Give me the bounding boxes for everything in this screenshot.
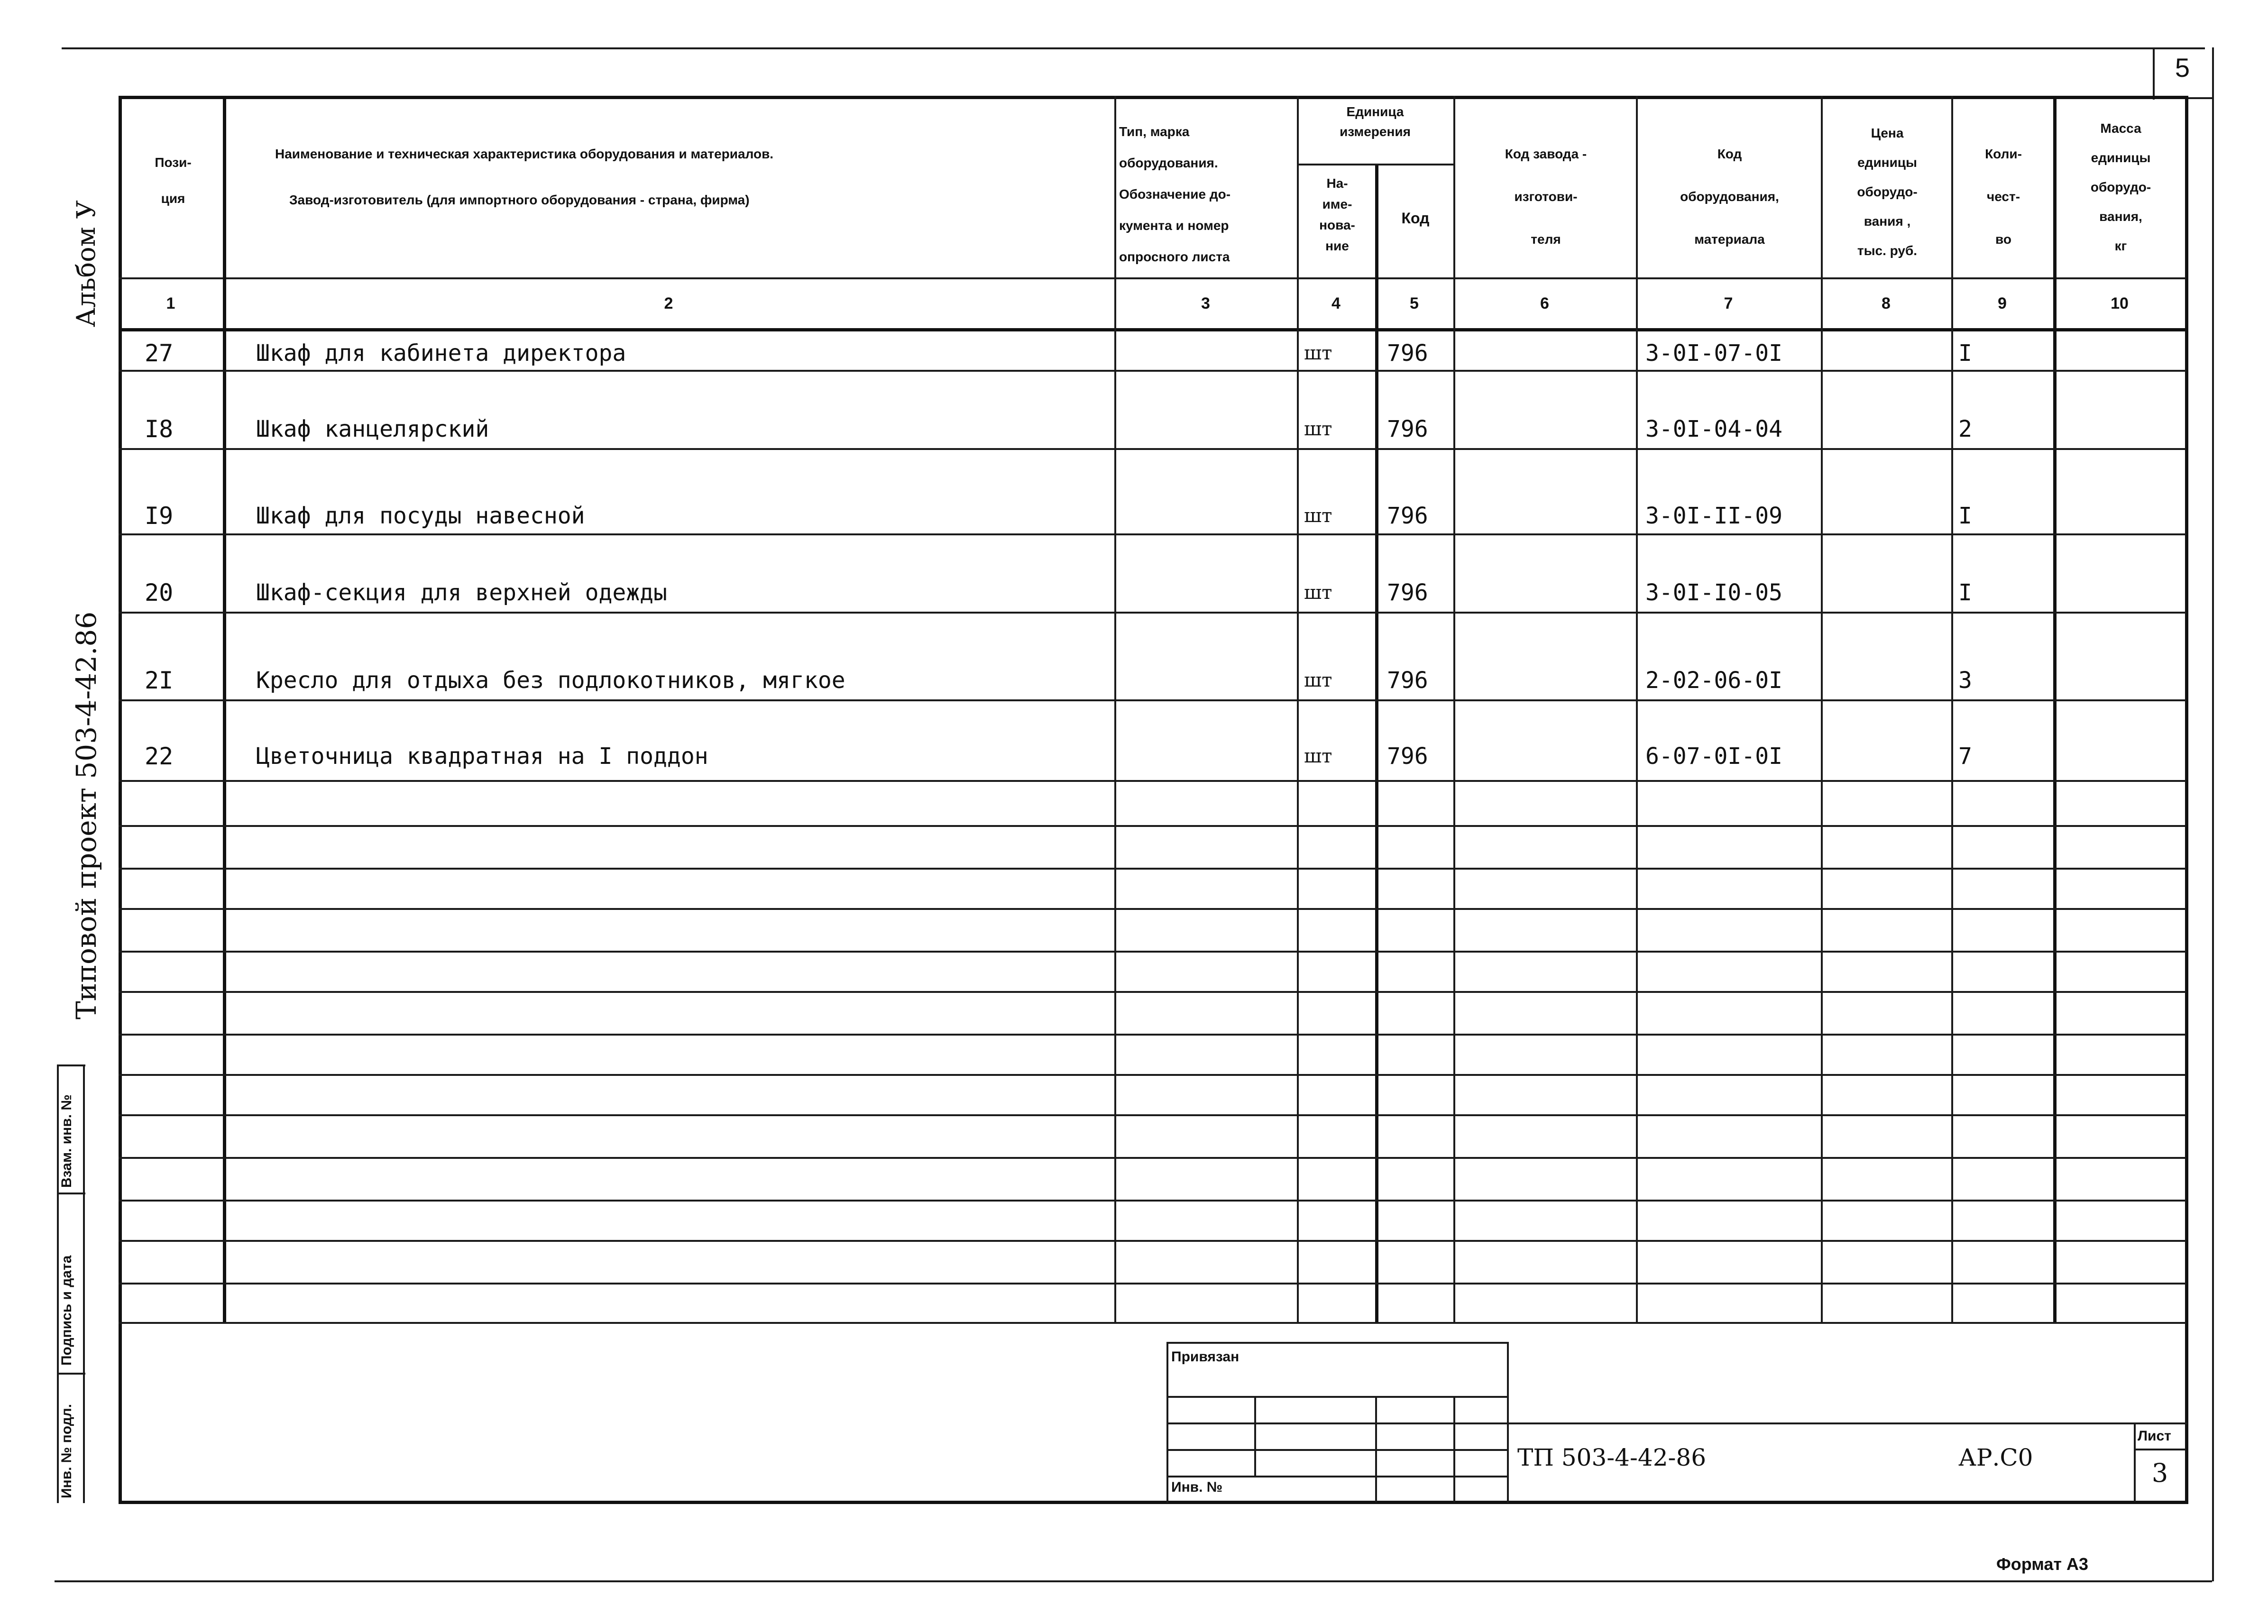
- stamp-mark: АР.С0: [1958, 1444, 2033, 1471]
- colnum-5: 5: [1410, 294, 1419, 312]
- cell-unit: шт: [1304, 342, 1332, 364]
- body-bottom-line: [119, 1322, 2186, 1324]
- header-name-line2: Завод-изготовитель (для импортного оборудования - страна, фирма): [289, 193, 750, 207]
- colnum-6: 6: [1540, 294, 1549, 312]
- table-bottom-line: [119, 1501, 2188, 1504]
- cell-pos: I9: [145, 502, 174, 530]
- cell-pos: 22: [145, 743, 174, 770]
- row-line: [119, 908, 2186, 910]
- cell-pos: 20: [145, 579, 174, 606]
- colnum-bottom-line: [119, 328, 2186, 331]
- colnum-10: 10: [2111, 294, 2129, 312]
- stamp-main-top: [1507, 1422, 2187, 1424]
- cell-unit: шт: [1304, 505, 1332, 527]
- cell-pos: 2I: [145, 667, 174, 694]
- cell-equip-code: 3-0I-07-0I: [1645, 340, 1782, 367]
- cell-code: 796: [1387, 667, 1428, 694]
- col-sep-7: [1821, 96, 1823, 1324]
- colnum-2: 2: [664, 294, 673, 312]
- cell-name: Шкаф для кабинета директора: [256, 340, 626, 367]
- row-line: [119, 448, 2186, 450]
- project-label: Типовой проект 503-4-42.86: [70, 611, 102, 1019]
- cell-code: 796: [1387, 340, 1428, 367]
- side-field-inv-podl: Инв. № подл.: [59, 1404, 74, 1498]
- cell-equip-code: 2-02-06-0I: [1645, 667, 1782, 694]
- header-mass: Масса единицы оборудо- вания, кг: [2090, 121, 2151, 253]
- stamp-sheet-value: 3: [2151, 1458, 2168, 1488]
- cell-name: Шкаф канцелярский: [256, 416, 489, 442]
- cell-code: 796: [1387, 579, 1428, 606]
- row-line: [119, 612, 2186, 614]
- colnum-4: 4: [1331, 294, 1341, 312]
- top-border: [62, 47, 2205, 49]
- row-line: [119, 1283, 2186, 1285]
- col-sep-8: [1951, 96, 1953, 1324]
- format-label: Формат А3: [1996, 1554, 2089, 1574]
- row-line: [119, 868, 2186, 870]
- cell-unit: шт: [1304, 418, 1332, 440]
- cell-qty: 2: [1958, 416, 1972, 442]
- colnum-9: 9: [1998, 294, 2007, 312]
- stamp-grid-v1: [1254, 1396, 1256, 1477]
- cell-qty: I: [1958, 579, 1972, 606]
- row-line: [119, 1200, 2186, 1202]
- header-unit-group: Единица измерения: [1340, 104, 1411, 139]
- stamp-privyazan-top: [1166, 1342, 1508, 1344]
- row-line: [119, 780, 2186, 782]
- cell-qty: 7: [1958, 743, 1972, 770]
- cell-name: Шкаф для посуды навесной: [256, 503, 585, 529]
- row-line: [119, 991, 2186, 993]
- bottom-border: [55, 1580, 2212, 1582]
- cell-code: 796: [1387, 743, 1428, 770]
- unit-group-line: [1297, 164, 1453, 165]
- side-stamp-div2: [57, 1373, 85, 1375]
- side-stamp-div1: [57, 1193, 85, 1194]
- right-border: [2212, 47, 2214, 1581]
- header-quantity: Коли- чест- во: [1985, 147, 2022, 247]
- sheet-box-left: [2153, 47, 2155, 100]
- table-top-line: [119, 96, 2186, 99]
- stamp-grid-v3: [1453, 1396, 1455, 1503]
- header-bottom-line: [119, 277, 2186, 279]
- row-line: [119, 951, 2186, 953]
- cell-equip-code: 3-0I-I0-05: [1645, 579, 1782, 606]
- row-line: [119, 1114, 2186, 1116]
- cell-qty: 3: [1958, 667, 1972, 694]
- col-sep-1: [223, 96, 226, 1324]
- side-field-signature: Подпись и дата: [59, 1255, 74, 1366]
- cell-code: 796: [1387, 503, 1428, 529]
- stamp-privyazan-label: Привязан: [1171, 1349, 1240, 1365]
- cell-qty: I: [1958, 340, 1972, 367]
- stamp-grid-h4: [1166, 1476, 1508, 1477]
- col-sep-3: [1297, 96, 1299, 1324]
- colnum-1: 1: [166, 294, 175, 312]
- row-line: [119, 1034, 2186, 1036]
- stamp-inv-label: Инв. №: [1171, 1479, 1223, 1495]
- side-field-vzam: Взам. инв. №: [59, 1094, 74, 1188]
- cell-name: Шкаф-секция для верхней одежды: [256, 579, 667, 606]
- cell-pos: 27: [145, 339, 174, 367]
- header-factory-code: Код завода - изготови- теля: [1505, 147, 1587, 247]
- stamp-sheet-mid: [2134, 1449, 2186, 1450]
- cell-unit: шт: [1304, 582, 1332, 604]
- header-name-line1: Наименование и техническая характеристика оборудования и материалов.: [275, 147, 774, 161]
- colnum-7: 7: [1724, 294, 1733, 312]
- col-sep-6: [1636, 96, 1638, 1324]
- stamp-grid-h2: [1166, 1422, 1508, 1424]
- stamp-sheet-label: Лист: [2138, 1428, 2171, 1444]
- colnum-3: 3: [1201, 294, 1210, 312]
- header-type: Тип, марка оборудования. Обозначение до- кумента и номер опросного листа: [1119, 124, 1231, 264]
- cell-unit: шт: [1304, 670, 1332, 691]
- header-unit-name: На- име- нова- ние: [1319, 176, 1355, 253]
- row-line: [119, 1157, 2186, 1159]
- row-line: [119, 699, 2186, 701]
- stamp-sheet-left: [2134, 1422, 2136, 1502]
- row-line: [119, 370, 2186, 372]
- side-stamp-top: [57, 1064, 85, 1066]
- cell-unit: шт: [1304, 745, 1332, 767]
- stamp-grid-h3: [1166, 1449, 1508, 1451]
- side-stamp-inner: [83, 1064, 85, 1503]
- stamp-grid-h1: [1166, 1396, 1508, 1398]
- header-equipment-code: Код оборудования, материала: [1680, 147, 1779, 247]
- cell-name: Кресло для отдыха без подлокотников, мягкое: [256, 667, 845, 694]
- stamp-grid-v2: [1375, 1396, 1377, 1503]
- row-line: [119, 825, 2186, 827]
- row-line: [119, 1240, 2186, 1242]
- cell-equip-code: 6-07-0I-0I: [1645, 743, 1782, 770]
- header-position: Пози- ция: [155, 155, 192, 206]
- col-sep-5: [1453, 96, 1455, 1324]
- row-line: [119, 1074, 2186, 1076]
- col-sep-2: [1114, 96, 1116, 1324]
- stamp-doc-code: ТП 503-4-42-86: [1517, 1444, 1707, 1471]
- cell-code: 796: [1387, 416, 1428, 442]
- header-unit-code: Код: [1401, 210, 1430, 227]
- col-sep-4: [1375, 164, 1378, 1323]
- sheet-number: 5: [2175, 53, 2190, 83]
- cell-equip-code: 3-0I-II-09: [1645, 503, 1782, 529]
- cell-name: Цветочница квадратная на I поддон: [256, 743, 708, 770]
- album-label: Альбом У: [71, 200, 101, 327]
- header-price: Цена единицы оборудо- вания , тыс. руб.: [1857, 126, 1918, 258]
- cell-pos: I8: [145, 415, 174, 443]
- cell-equip-code: 3-0I-04-04: [1645, 416, 1782, 442]
- cell-qty: I: [1958, 503, 1972, 529]
- col-sep-9: [2053, 96, 2057, 1324]
- colnum-8: 8: [1882, 294, 1891, 312]
- row-line: [119, 533, 2186, 535]
